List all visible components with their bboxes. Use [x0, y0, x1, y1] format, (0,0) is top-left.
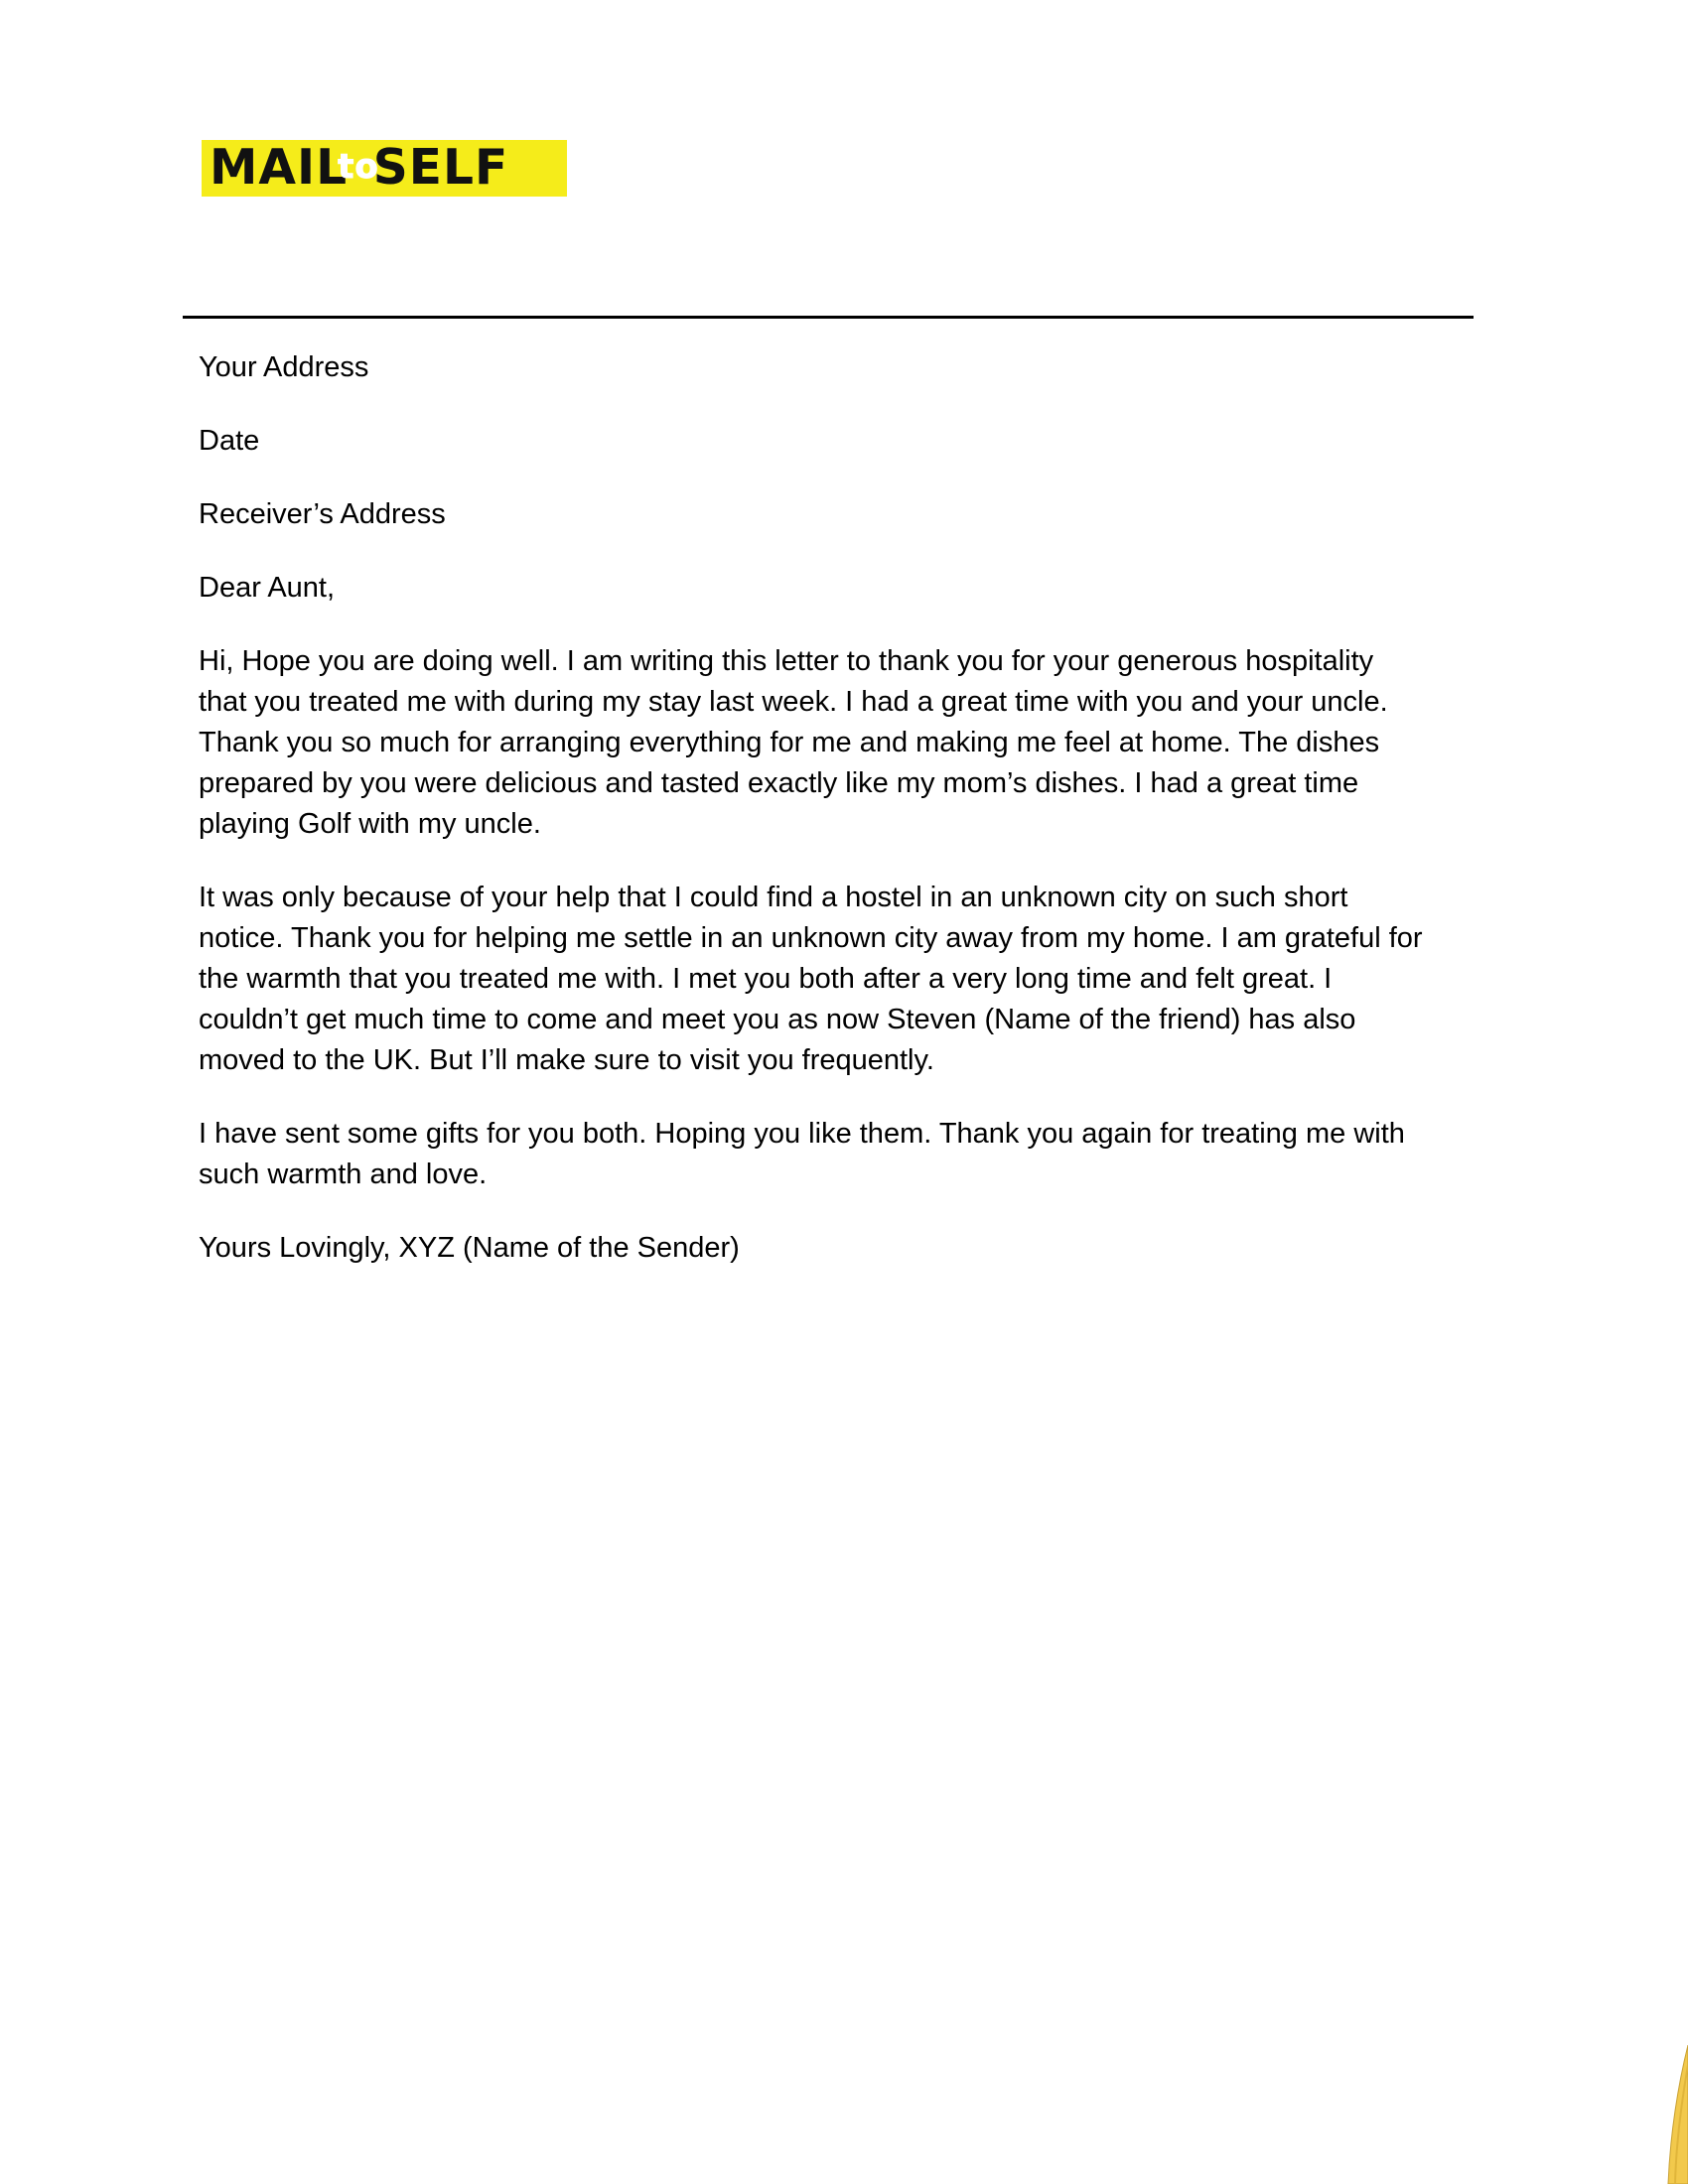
- sender-address: Your Address: [199, 351, 369, 383]
- logo-text-to: to: [338, 146, 379, 187]
- letter-body: [199, 347, 1499, 1301]
- receiver-address: Receiver’s Address: [199, 498, 446, 530]
- paragraph-3: I have sent some gifts for you both. Hoping you like them. Thank you again for treating me with such warmth and love.: [199, 1118, 1405, 1190]
- logo-text-self: SELF: [372, 140, 509, 197]
- corner-decoration-icon: [1648, 2045, 1688, 2184]
- paragraph-2: It was only because of your help that I could find a hostel in an unknown city on such short notice. Thank you for helping me settle in an unknown city away from my home. I am grateful for the warmth that you treated me with. I met you both after a very long time and felt great. I couldn’t get much time to come and meet you as now Steven (Name of the friend) has also moved to the UK. But I’ll make sure to visit you frequently.: [199, 882, 1423, 1076]
- paragraph-1: Hi, Hope you are doing well. I am writing this letter to thank you for your generous hospitality that you treated me with during my stay last week. I had a great time with you and your uncle. Thank you so much for arranging everything for me and making me feel at home. The dishes prepared by you were delicious and tasted exactly like my mom’s dishes. I had a great time playing Golf with my uncle.: [199, 645, 1388, 840]
- header-divider: [183, 316, 1474, 319]
- salutation: Dear Aunt,: [199, 572, 336, 604]
- closing-signature: Yours Lovingly, XYZ (Name of the Sender): [199, 1232, 740, 1264]
- letter-date: Date: [199, 425, 260, 457]
- logo-text-mail: MAIL: [210, 140, 349, 197]
- mail-to-self-logo: [202, 140, 567, 197]
